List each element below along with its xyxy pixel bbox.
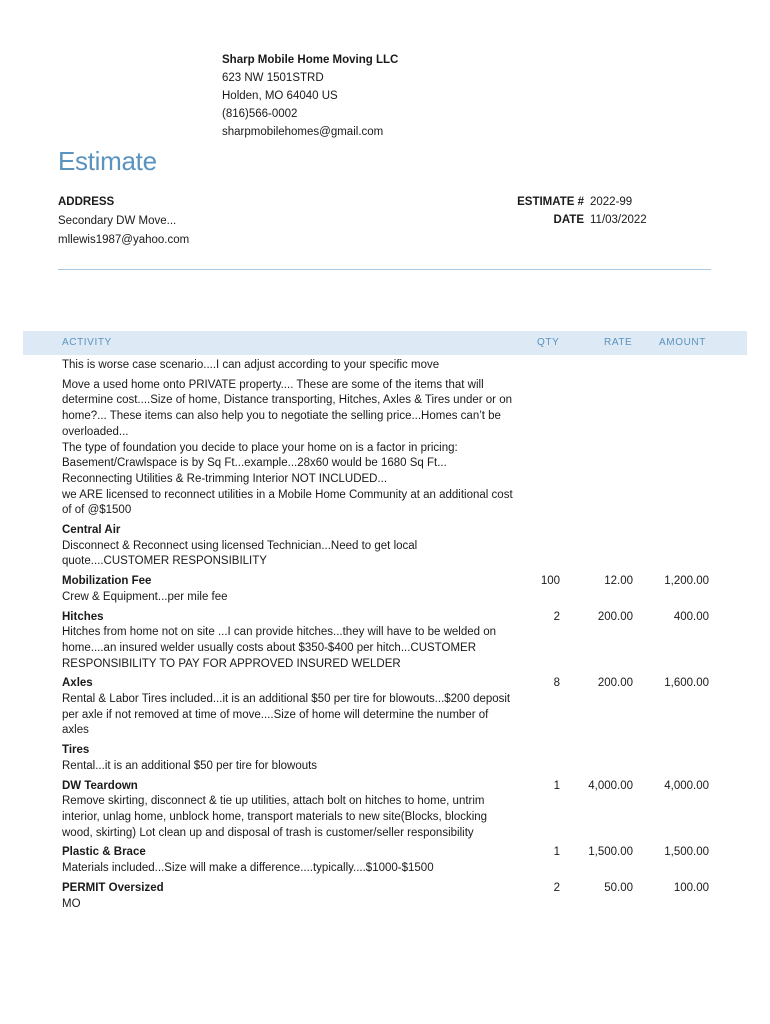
row-description: Move a used home onto PRIVATE property.... These are some of the items that will determine cost....Size of home, Distance transporting, Hitches, Axles & Tires under or on home?... These items can also help you to negotiate the selling price...Homes can’t be overloaded... The type of foundation you decide to place your home on is a factor in pricing: Basement/Crawlspace is by Sq Ft...example...28x60 would be 1680 Sq Ft... Reconnecting Utilities & Re-trimming Interior NOT INCLUDED... we ARE licensed to reconnect utilities in a Mobile Home Community at an additional cost of of @$1500 [62,378,513,517]
table-row [62,676,722,739]
row-description: Remove skirting, disconnect & tie up utilities, attach bolt on hitches to home, untrim interior, unlag home, unblock home, transport materials to new site(Blocks, blocking wood, skirting) Lot clean up and disposal of trash is customer/seller responsibility [62,795,488,839]
row-title: PERMIT Oversized [62,881,164,894]
header-activity: ACTIVITY [62,337,112,348]
row-description-block [62,743,514,774]
row-description-block [62,845,514,876]
estimate-date-value: 11/03/2022 [590,214,647,226]
row-amount: 400.00 [673,610,709,623]
table-row [62,845,722,876]
address-label: ADDRESS [58,196,115,208]
table-row [62,523,722,570]
row-rate: 200.00 [597,610,633,623]
row-description-block [62,610,514,673]
row-amount: 1,500.00 [664,846,709,859]
row-qty: 1 [553,846,560,859]
company-name: Sharp Mobile Home Moving LLC [222,54,399,66]
header-qty: QTY [537,337,560,348]
estimate-number-value: 2022-99 [590,196,633,208]
row-description: Disconnect & Reconnect using licensed Technician...Need to get local quote....CUSTOMER RESPONSIBILITY [62,539,418,568]
row-qty: 2 [553,881,560,894]
table-row [62,610,722,673]
table-row [62,881,722,912]
row-description-block [62,358,514,374]
row-title: Axles [62,677,93,690]
row-title: Tires [62,744,90,757]
row-rate: 4,000.00 [588,779,633,792]
row-description-block [62,378,514,519]
table-row [62,779,722,842]
row-description-block [62,676,514,739]
company-phone: (816)566-0002 [222,108,298,120]
estimate-number-label: ESTIMATE # [517,196,584,208]
address-block [58,193,189,250]
row-description: Rental & Labor Tires included...it is an additional $50 per tire for blowouts...$200 deposit per axle if not removed at time of move....Size of home will determine the number of axles [62,693,511,737]
row-description: Rental...it is an additional $50 per tire for blowouts [62,759,318,772]
row-rate: 200.00 [597,677,633,690]
row-title: Central Air [62,524,121,537]
row-description-block [62,523,514,570]
company-info [222,51,398,141]
row-description-block [62,881,514,912]
row-rate: 50.00 [604,881,633,894]
line-items [62,358,722,916]
document-title: Estimate [58,146,157,176]
company-address-line1: 623 NW 1501STRD [222,72,324,84]
estimate-number-row [517,193,660,211]
estimate-meta [517,193,660,229]
row-qty: 1 [553,779,560,792]
row-qty: 2 [553,610,560,623]
table-row [62,574,722,605]
row-amount: 1,600.00 [664,677,709,690]
row-description: Crew & Equipment...per mile fee [62,590,228,603]
table-row [62,358,722,374]
table-header [23,331,747,355]
row-rate: 12.00 [604,575,633,588]
table-row [62,743,722,774]
estimate-date-row [517,211,660,229]
company-email: sharpmobilehomes@gmail.com [222,126,384,138]
row-qty: 8 [553,677,560,690]
header-rate: RATE [604,337,633,348]
row-description: Materials included...Size will make a difference....typically....$1000-$1500 [62,862,434,875]
row-qty: 100 [540,575,560,588]
row-title: Hitches [62,610,104,623]
company-address-line2: Holden, MO 64040 US [222,90,338,102]
row-title: Plastic & Brace [62,846,146,859]
row-description: Hitches from home not on site ...I can provide hitches...they will have to be welded on home....an insured welder usually costs about $350-$400 per hitch...CUSTOMER RESPONSIBILITY TO PAY FOR APPROVED INSURED WELDER [62,626,497,670]
row-description-block [62,779,514,842]
row-description-block [62,574,514,605]
row-amount: 1,200.00 [664,575,709,588]
row-description: This is worse case scenario....I can adjust according to your specific move [62,359,440,371]
row-amount: 100.00 [673,881,709,894]
row-rate: 1,500.00 [588,846,633,859]
row-description: MO [62,897,81,910]
row-title: Mobilization Fee [62,575,152,588]
row-title: DW Teardown [62,779,138,792]
address-line1: Secondary DW Move... [58,215,177,227]
estimate-date-label: DATE [553,214,584,226]
header-amount: AMOUNT [659,337,706,348]
row-amount: 4,000.00 [664,779,709,792]
section-divider [58,269,711,270]
table-row [62,378,722,519]
address-line2: mllewis1987@yahoo.com [58,234,190,246]
